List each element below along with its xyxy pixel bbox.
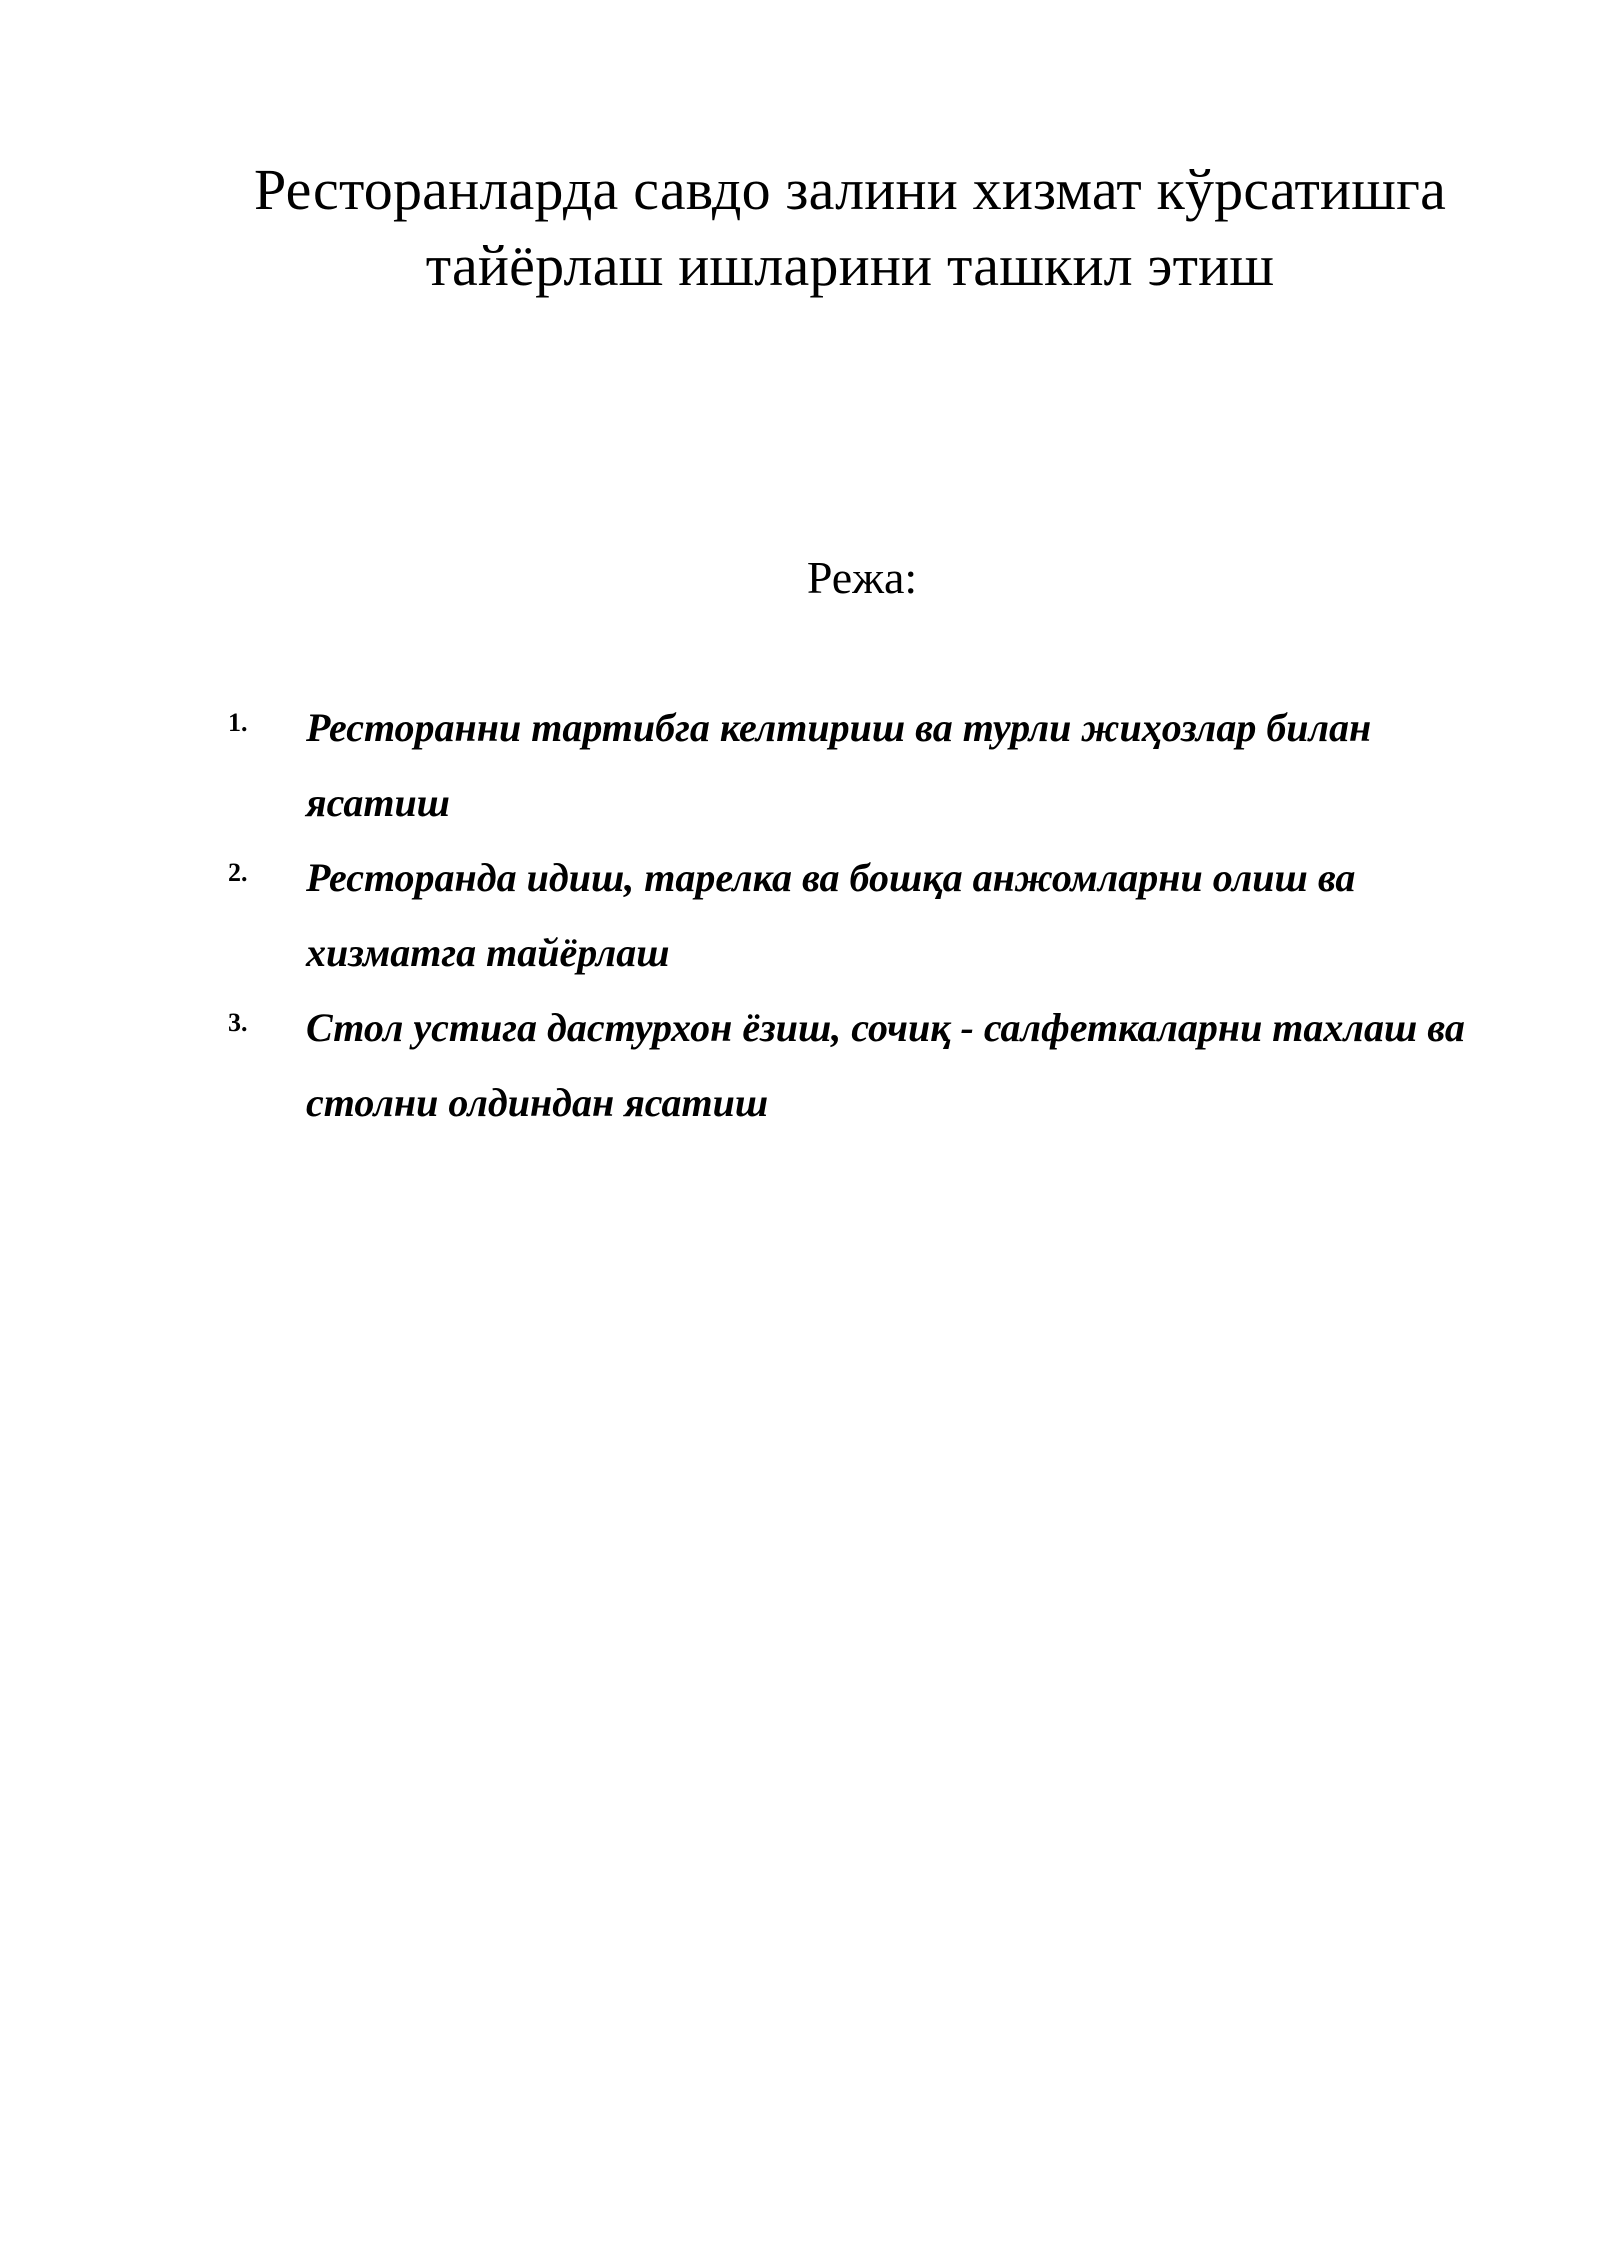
plan-item-text: Ресторанда идиш, тарелка ва бошқа анжомларни олиш ва хизматга тайёрлаш <box>306 855 1356 975</box>
plan-heading: Режа: <box>806 552 918 603</box>
plan-item-text: Стол устига дастурхон ёзиш, сочиқ - салфеткаларни тахлаш ва столни олдиндан ясатиш <box>306 1005 1465 1125</box>
plan-item-2 <box>228 840 1488 990</box>
plan-item-number: 1. <box>228 708 248 737</box>
plan-item-number: 3. <box>228 1008 248 1037</box>
plan-item-number: 2. <box>228 858 248 887</box>
plan-list <box>228 690 1488 1140</box>
plan-item-3 <box>228 990 1488 1140</box>
plan-item-text: Ресторанни тартибга келтириш ва турли жиҳозлар билан ясатиш <box>306 705 1372 825</box>
plan-item-1 <box>228 690 1488 840</box>
document-title: Ресторанларда савдо залини хизмат кўрсатишга тайёрлаш ишларини ташкил этиш <box>253 157 1447 298</box>
